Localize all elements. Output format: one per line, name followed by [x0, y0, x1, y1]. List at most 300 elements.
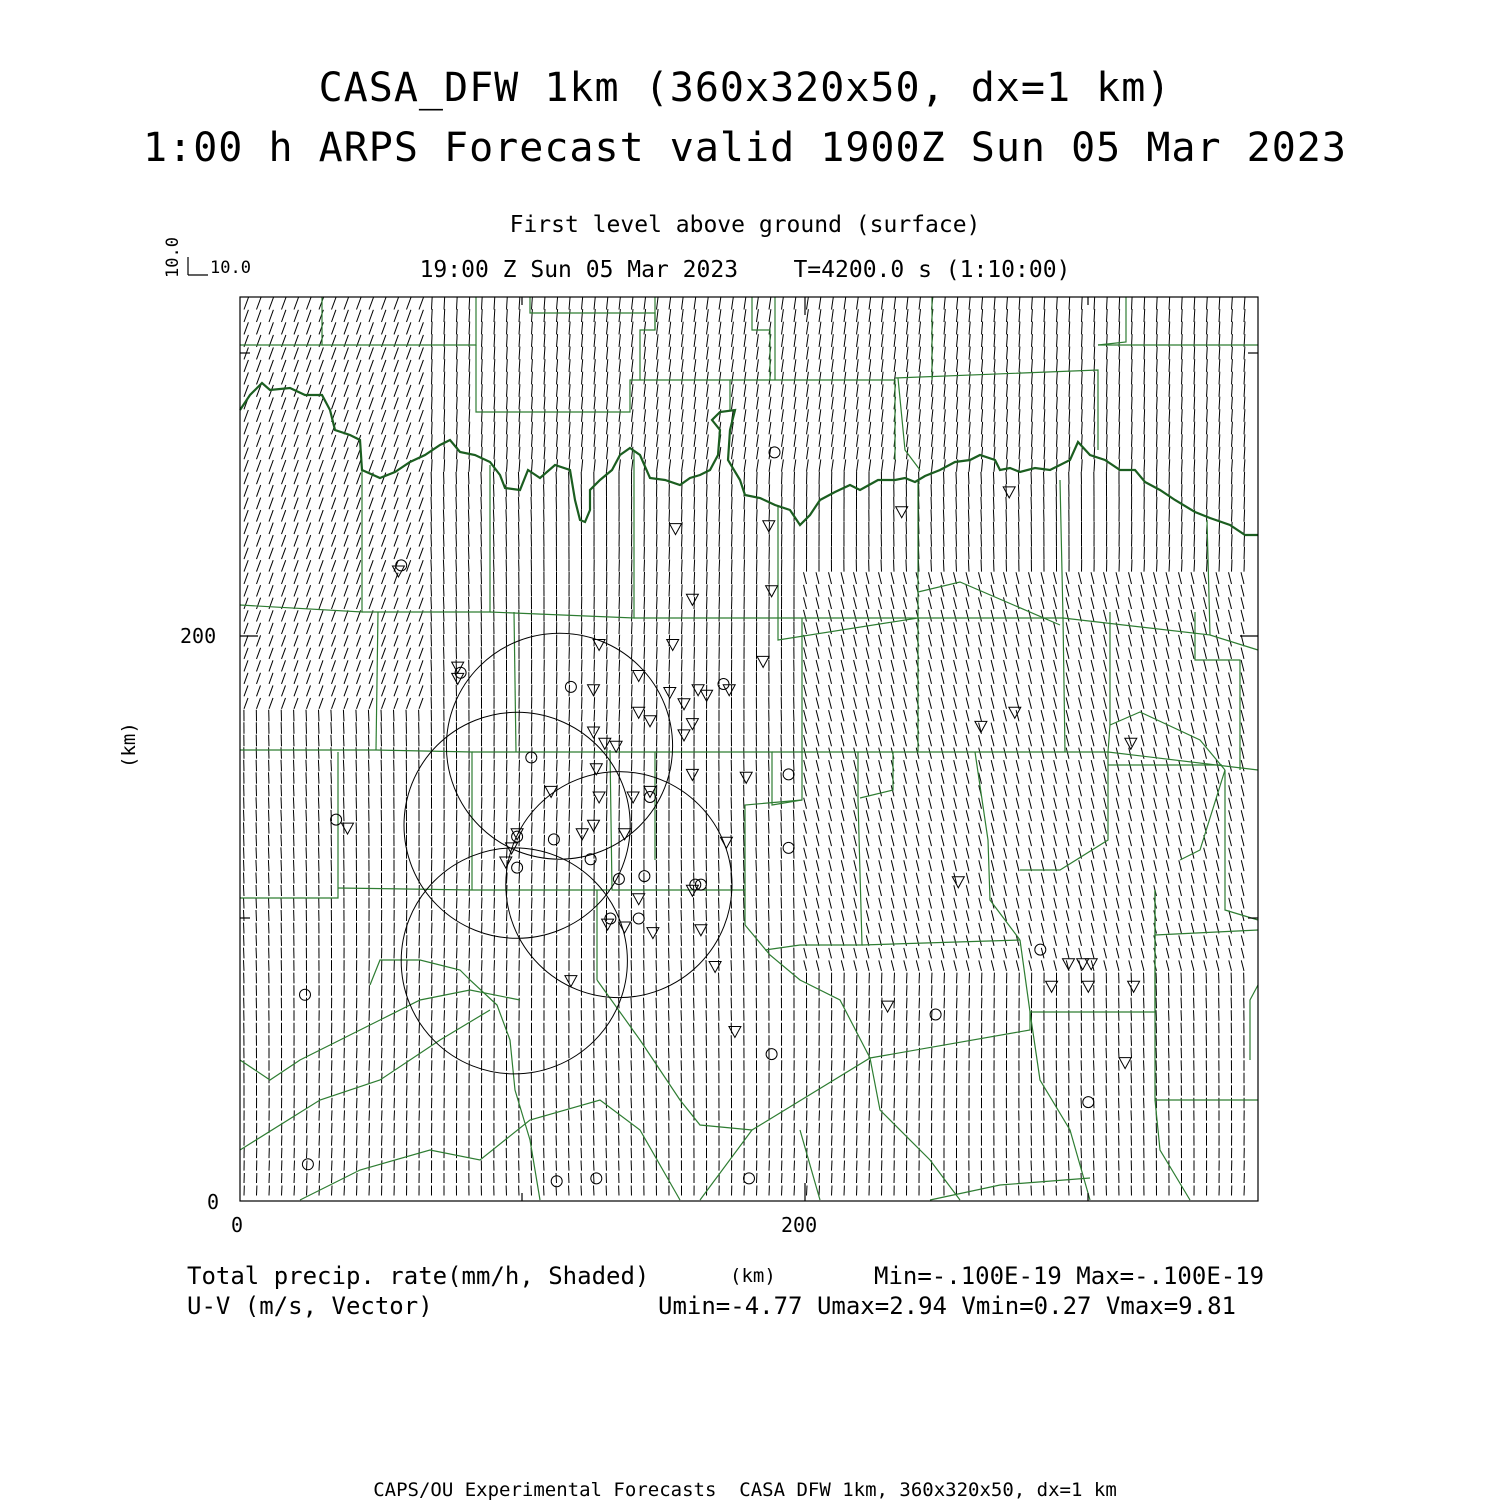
wind-vector — [744, 347, 746, 360]
wind-vector — [444, 459, 445, 471]
wind-vector — [1029, 923, 1032, 934]
wind-vector — [632, 572, 633, 584]
wind-vector — [879, 860, 882, 871]
wind-vector — [419, 347, 423, 359]
wind-vector — [769, 397, 771, 410]
wind-vector — [904, 923, 907, 934]
wind-vector — [968, 534, 969, 546]
wind-vector — [841, 572, 844, 584]
wind-vector — [244, 623, 248, 634]
wind-vector — [1094, 434, 1095, 447]
wind-vector — [1082, 334, 1083, 347]
wind-vector — [956, 484, 957, 496]
wind-vector — [1229, 810, 1232, 821]
wind-vector — [632, 735, 633, 747]
wind-vector — [382, 1035, 383, 1046]
wind-vector — [1104, 685, 1107, 696]
wind-vector — [1169, 322, 1170, 335]
wind-vector — [1179, 810, 1182, 821]
wind-vector — [494, 384, 495, 397]
wind-vector — [407, 635, 411, 646]
wind-vector — [407, 372, 411, 384]
wind-vector — [804, 773, 807, 784]
wind-vector — [1019, 297, 1020, 310]
wind-vector — [919, 359, 921, 372]
wind-vector — [841, 710, 844, 721]
wind-vector — [582, 760, 583, 771]
wind-vector — [357, 322, 361, 334]
wind-vector — [844, 409, 846, 422]
wind-vector — [382, 423, 386, 435]
wind-vector — [829, 960, 832, 971]
wind-vector — [1029, 673, 1032, 684]
wind-vector — [457, 973, 458, 984]
wind-vector — [669, 597, 670, 609]
wind-vector — [632, 334, 634, 347]
wind-vector — [519, 372, 520, 385]
wind-vector — [582, 797, 583, 808]
wind-vector — [1219, 372, 1220, 385]
wind-vector — [619, 372, 620, 385]
wind-vector — [482, 459, 483, 471]
wind-vector — [644, 647, 645, 659]
wind-vector — [356, 785, 357, 796]
wind-vector — [369, 623, 373, 634]
wind-vector — [332, 485, 336, 497]
wind-vector — [882, 434, 884, 447]
wind-vector — [244, 660, 248, 671]
wind-vector — [994, 409, 995, 422]
wind-vector — [657, 397, 659, 410]
wind-vector — [506, 534, 507, 546]
wind-vector — [1166, 685, 1169, 696]
wind-vector — [857, 297, 859, 310]
wind-vector — [682, 397, 684, 410]
wind-vector — [1182, 297, 1183, 310]
wind-vector — [669, 422, 671, 435]
wind-vector — [1154, 723, 1157, 734]
wind-vector — [369, 535, 373, 547]
wind-vector — [929, 622, 932, 634]
wind-vector — [1204, 935, 1207, 946]
wind-vector — [819, 409, 821, 422]
wind-vector — [319, 485, 323, 497]
wind-vector — [407, 498, 411, 510]
wind-vector — [1116, 635, 1119, 647]
wind-vector — [1082, 359, 1083, 372]
wind-vector — [494, 860, 495, 871]
wind-vector — [744, 547, 745, 559]
wind-vector — [444, 973, 445, 984]
wind-vector — [1241, 735, 1244, 746]
wind-vector — [244, 673, 248, 684]
wind-vector — [932, 1035, 933, 1046]
wind-vector — [244, 948, 245, 959]
wind-vector — [1141, 710, 1144, 721]
wind-vector — [957, 297, 958, 310]
wind-vector — [966, 785, 969, 796]
wind-vector — [841, 773, 844, 784]
wind-vector — [1154, 735, 1157, 746]
wind-vector — [1116, 648, 1119, 659]
wind-vector — [431, 660, 432, 672]
wind-vector — [1156, 1010, 1157, 1021]
wind-vector — [816, 923, 819, 934]
wind-vector — [891, 660, 894, 671]
wind-vector — [669, 547, 670, 559]
wind-vector — [344, 372, 348, 384]
wind-vector — [382, 297, 387, 309]
wind-vector — [657, 660, 658, 672]
wind-vector — [244, 685, 248, 696]
wind-vector — [1032, 409, 1033, 422]
wind-vector — [594, 359, 595, 372]
wind-vector — [744, 397, 746, 410]
wind-vector — [1129, 873, 1132, 884]
wind-vector — [282, 397, 286, 409]
wind-vector — [804, 748, 807, 759]
wind-vector — [307, 598, 311, 609]
wind-vector — [1179, 572, 1182, 584]
wind-vector — [469, 297, 470, 310]
wind-vector — [744, 422, 746, 434]
wind-vector — [244, 510, 248, 521]
wind-vector — [244, 485, 248, 497]
wind-vector — [1044, 309, 1045, 322]
wind-vector — [1066, 835, 1069, 846]
wind-vector — [1166, 698, 1169, 709]
wind-vector — [854, 810, 857, 821]
wind-vector — [1154, 848, 1157, 859]
wind-vector — [993, 522, 994, 534]
wind-vector — [1041, 873, 1044, 884]
wind-vector — [854, 723, 857, 734]
wind-vector — [394, 498, 398, 510]
wind-vector — [1104, 635, 1107, 647]
wind-vector — [281, 822, 282, 833]
wind-vector — [482, 835, 483, 846]
wind-vector — [782, 384, 784, 397]
wind-vector — [594, 697, 595, 709]
wind-vector — [1204, 710, 1207, 721]
wind-vector — [482, 935, 483, 946]
wind-vector — [582, 309, 583, 322]
wind-vector — [829, 873, 832, 884]
wind-vector — [644, 347, 646, 360]
wind-vector — [1141, 735, 1144, 746]
wind-vector — [982, 459, 983, 471]
wind-vector — [682, 309, 684, 322]
wind-vector — [1066, 673, 1069, 684]
wind-vector — [518, 472, 519, 484]
wind-vector — [669, 935, 670, 946]
wind-vector — [816, 798, 819, 809]
wind-vector — [931, 547, 932, 559]
wind-vector — [619, 647, 620, 659]
wind-vector — [382, 573, 386, 584]
wind-vector — [1241, 660, 1244, 671]
wind-vector — [719, 372, 721, 385]
wind-vector — [1232, 484, 1233, 496]
wind-vector — [944, 409, 945, 422]
wind-vector — [932, 1023, 933, 1034]
wind-vector — [941, 572, 944, 584]
wind-vector — [982, 334, 983, 347]
wind-vector — [319, 623, 323, 634]
wind-vector — [281, 785, 282, 796]
wind-vector — [331, 747, 332, 758]
wind-vector — [804, 823, 807, 834]
wind-vector — [841, 585, 844, 597]
wind-vector — [793, 785, 794, 796]
wind-vector — [1169, 409, 1170, 422]
wind-vector — [1007, 297, 1008, 310]
wind-vector — [1219, 547, 1220, 559]
wind-vector — [294, 423, 298, 435]
wind-vector — [994, 434, 995, 447]
wind-vector — [369, 498, 373, 510]
wind-vector — [1104, 810, 1107, 821]
wind-vector — [1004, 848, 1007, 859]
wind-vector — [982, 434, 983, 447]
wind-vector — [382, 510, 386, 521]
wind-vector — [481, 497, 482, 509]
wind-vector — [794, 372, 796, 385]
wind-vector — [407, 1023, 408, 1034]
wind-vector — [357, 623, 361, 634]
wind-vector — [757, 359, 759, 372]
wind-vector — [1054, 923, 1057, 934]
wind-vector — [494, 847, 495, 858]
wind-vector — [607, 697, 608, 709]
wind-vector — [282, 485, 286, 497]
wind-vector — [382, 310, 386, 322]
wind-vector — [891, 873, 894, 884]
wind-vector — [631, 1060, 632, 1070]
wind-vector — [644, 1048, 645, 1058]
wind-vector — [669, 585, 670, 597]
wind-vector — [632, 459, 633, 471]
wind-vector — [694, 472, 695, 484]
wind-vector — [991, 798, 994, 809]
wind-vector — [1091, 610, 1094, 622]
wind-vector — [719, 973, 720, 984]
wind-vector — [832, 459, 834, 471]
wind-vector — [1029, 585, 1032, 597]
wind-vector — [1166, 885, 1169, 896]
wind-vector — [769, 384, 771, 397]
wind-vector — [956, 560, 957, 572]
wind-vector — [954, 610, 957, 622]
wind-vector — [382, 598, 386, 609]
wind-vector — [757, 309, 759, 322]
wind-vector — [1229, 960, 1232, 971]
wind-vector — [507, 797, 508, 808]
wind-vector — [1119, 297, 1120, 310]
wind-vector — [869, 322, 871, 335]
wind-vector — [1079, 923, 1082, 934]
wind-vector — [954, 910, 957, 921]
wind-vector — [669, 1010, 670, 1021]
wind-vector — [943, 497, 944, 509]
wind-vector — [707, 434, 709, 446]
wind-vector — [669, 1060, 670, 1070]
wind-vector — [794, 760, 795, 771]
wind-vector — [979, 873, 982, 884]
wind-vector — [744, 372, 746, 385]
wind-vector — [1066, 798, 1069, 809]
wind-vector — [682, 660, 683, 672]
wind-vector — [319, 397, 323, 409]
wind-vector — [1191, 923, 1194, 934]
wind-vector — [256, 847, 257, 858]
wind-vector — [319, 473, 323, 485]
wind-vector — [904, 635, 907, 647]
wind-vector — [1041, 798, 1044, 809]
wind-vector — [657, 434, 659, 447]
wind-vector — [619, 397, 620, 410]
wind-vector — [1241, 773, 1244, 784]
wind-vector — [1216, 860, 1219, 871]
wind-vector — [1154, 673, 1157, 684]
wind-vector — [1182, 560, 1183, 572]
wind-vector — [631, 1035, 632, 1046]
wind-vector — [431, 672, 432, 684]
wind-vector — [468, 472, 469, 484]
wind-vector — [904, 660, 907, 671]
wind-vector — [282, 635, 286, 646]
wind-vector — [982, 297, 983, 310]
wind-vector — [1144, 347, 1145, 360]
wind-vector — [1219, 309, 1220, 322]
wind-vector — [882, 447, 884, 459]
wind-vector — [894, 1060, 895, 1070]
wind-vector — [268, 847, 269, 858]
wind-vector — [369, 747, 370, 758]
wind-vector — [932, 422, 933, 435]
wind-vector — [282, 660, 286, 671]
wind-vector — [657, 610, 658, 622]
wind-vector — [544, 785, 545, 796]
wind-vector — [782, 422, 784, 434]
wind-vector — [1169, 1010, 1170, 1021]
wind-vector — [841, 835, 844, 846]
wind-vector — [1004, 923, 1007, 934]
wind-vector — [731, 910, 732, 921]
wind-vector — [557, 810, 558, 821]
wind-vector — [1004, 622, 1007, 634]
wind-vector — [1179, 848, 1182, 859]
wind-vector — [582, 422, 583, 435]
wind-vector — [431, 509, 432, 521]
wind-vector — [954, 860, 957, 871]
wind-vector — [979, 648, 982, 659]
wind-vector — [494, 322, 495, 335]
wind-vector — [744, 935, 745, 946]
wind-vector — [369, 510, 373, 521]
wind-vector — [1191, 635, 1194, 647]
wind-vector — [919, 397, 920, 410]
wind-vector — [757, 434, 759, 446]
wind-vector — [607, 359, 608, 372]
wind-vector — [1041, 885, 1044, 896]
wind-vector — [966, 848, 969, 859]
wind-vector — [816, 748, 819, 759]
wind-vector — [419, 973, 420, 984]
wind-vector — [332, 473, 336, 485]
wind-vector — [1144, 359, 1145, 372]
wind-vector — [1116, 572, 1119, 584]
wind-vector — [816, 823, 819, 834]
wind-vector — [507, 785, 508, 796]
wind-vector — [1029, 723, 1032, 734]
wind-vector — [557, 347, 558, 360]
wind-vector — [781, 885, 782, 896]
wind-vector — [979, 710, 982, 721]
wind-vector — [794, 359, 796, 372]
wind-vector — [657, 685, 658, 697]
wind-vector — [482, 309, 483, 322]
wind-vector — [319, 722, 320, 734]
wind-vector — [891, 810, 894, 821]
wind-vector — [431, 572, 432, 584]
wind-vector — [1244, 372, 1245, 385]
wind-vector — [1082, 297, 1083, 310]
wind-vector — [706, 973, 707, 984]
wind-vector — [744, 534, 745, 546]
wind-vector — [1194, 985, 1195, 996]
wind-vector — [594, 297, 595, 310]
wind-vector — [332, 310, 336, 322]
wind-vector — [1141, 622, 1144, 634]
wind-vector — [1154, 810, 1157, 821]
wind-vector — [916, 910, 919, 921]
wind-vector — [1169, 534, 1170, 546]
wind-vector — [929, 860, 932, 871]
wind-vector — [1166, 898, 1169, 909]
wind-vector — [394, 623, 398, 634]
wind-vector — [1182, 509, 1183, 521]
wind-vector — [1132, 434, 1133, 447]
wind-vector — [1166, 610, 1169, 622]
wind-vector — [1019, 497, 1020, 509]
wind-vector — [544, 810, 545, 821]
wind-vector — [891, 835, 894, 846]
wind-vector — [879, 673, 882, 684]
wind-vector — [569, 434, 570, 447]
wind-vector — [519, 923, 520, 934]
wind-vector — [719, 585, 720, 597]
wind-vector — [507, 459, 508, 471]
wind-vector — [919, 347, 921, 360]
wind-vector — [632, 309, 634, 322]
wind-vector — [1004, 898, 1007, 909]
wind-vector — [594, 660, 595, 672]
wind-vector — [968, 560, 969, 572]
wind-vector — [993, 484, 994, 496]
wind-vector — [582, 447, 583, 459]
wind-vector — [394, 423, 398, 435]
wind-vector — [832, 397, 834, 410]
wind-vector — [319, 548, 323, 559]
wind-vector — [1054, 597, 1057, 609]
wind-vector — [891, 948, 894, 959]
wind-vector — [1204, 660, 1207, 671]
wind-vector — [282, 460, 286, 472]
wind-vector — [532, 297, 533, 310]
wind-vector — [1116, 885, 1119, 896]
wind-vector — [844, 459, 846, 471]
